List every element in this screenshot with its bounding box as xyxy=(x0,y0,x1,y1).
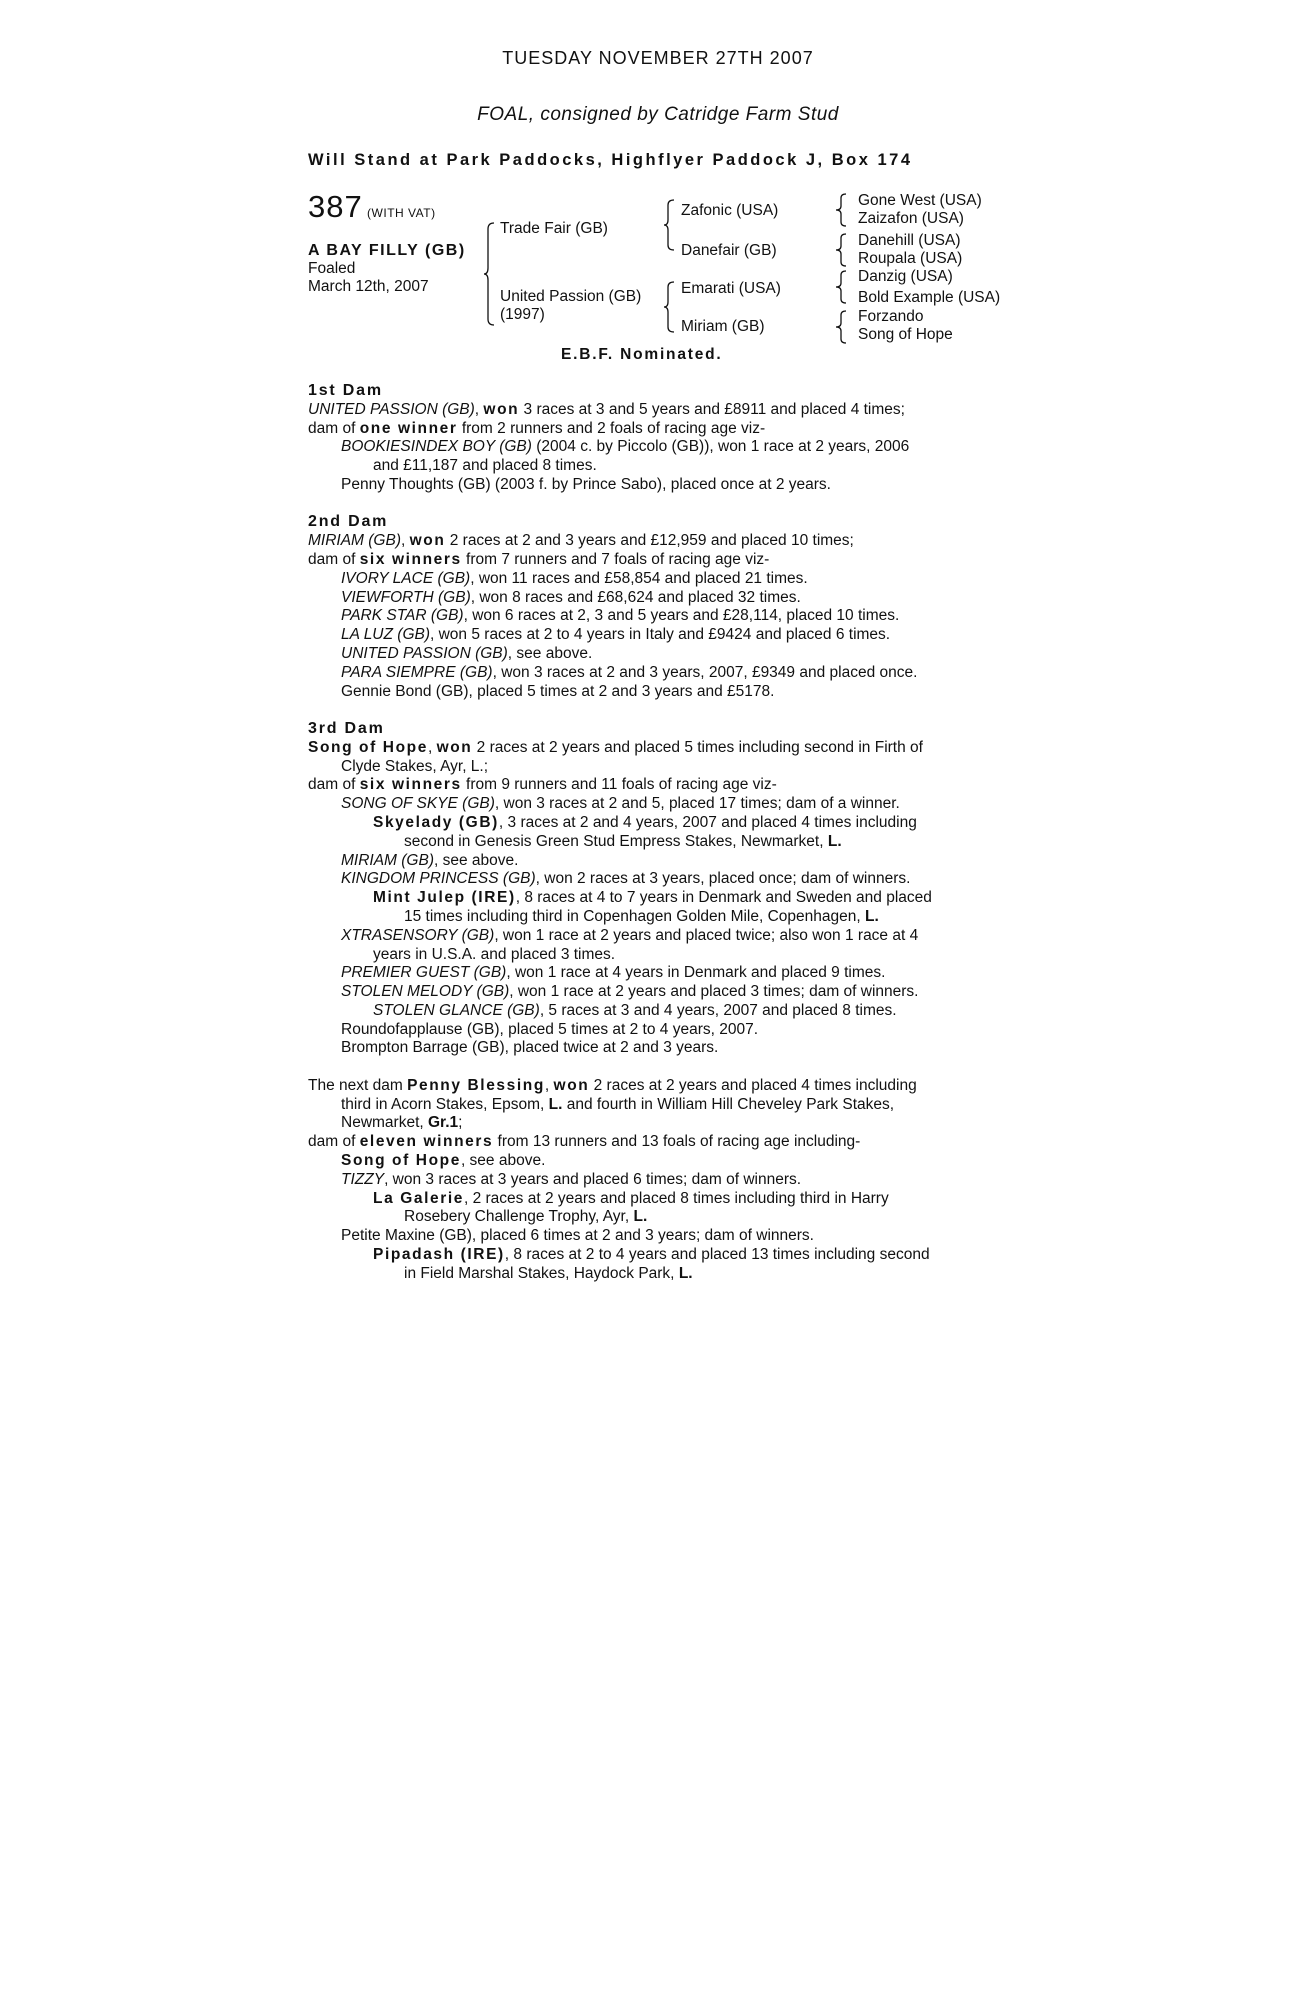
foaled-date: March 12th, 2007 xyxy=(308,278,429,295)
produce-line: Penny Thoughts (GB) (2003 f. by Prince Sabo), placed once at 2 years. xyxy=(341,475,831,493)
pedigree-bracket-dam xyxy=(664,281,676,333)
pedigree-bracket-ggp-4 xyxy=(836,310,848,344)
pedigree-ggp-7: Forzando xyxy=(858,308,924,325)
produce-line-cont: years in U.S.A. and placed 3 times. xyxy=(373,945,616,963)
section-title: 1st Dam xyxy=(308,382,383,399)
pedigree-bracket-ggp-1 xyxy=(836,193,848,227)
pedigree-ggp-6: Bold Example (USA) xyxy=(858,289,1001,306)
dam-produce-summary: dam of six winners from 7 runners and 7 foals of racing age viz- xyxy=(308,550,770,568)
dam-line: Song of Hope, won 2 races at 2 years and placed 5 times including second in Firth of xyxy=(308,738,923,756)
third-dam-section xyxy=(308,720,1028,1058)
stand-location: Will Stand at Park Paddocks, Highflyer Paddock J, Box 174 xyxy=(308,151,913,169)
section-title: 2nd Dam xyxy=(308,513,389,531)
produce-line-cont: Rosebery Challenge Trophy, Ayr, L. xyxy=(404,1208,648,1226)
pedigree-sire-sire: Zafonic (USA) xyxy=(681,202,779,219)
pedigree-ggp-3: Danehill (USA) xyxy=(858,232,961,249)
pedigree-ggp-4: Roupala (USA) xyxy=(858,250,963,267)
produce-line: XTRASENSORY (GB), won 1 race at 2 years and placed twice; also won 1 race at 4 xyxy=(341,926,919,944)
pedigree-bracket-main xyxy=(484,222,496,326)
foaled-label: Foaled xyxy=(308,260,356,277)
pedigree-ggp-5: Danzig (USA) xyxy=(858,268,953,285)
produce-line: Skyelady (GB), 3 races at 2 and 4 years, 2007 and placed 4 times including xyxy=(373,813,917,831)
produce-line: STOLEN GLANCE (GB), 5 races at 3 and 4 years, 2007 and placed 8 times. xyxy=(373,1001,897,1019)
pedigree-dam-dam: Miriam (GB) xyxy=(681,318,765,335)
dam-line-cont: third in Acorn Stakes, Epsom, L. and fourth in William Hill Cheveley Park Stakes, xyxy=(341,1095,895,1113)
produce-line-cont: and £11,187 and placed 8 times. xyxy=(373,457,597,475)
produce-line: SONG OF SKYE (GB), won 3 races at 2 and 5, placed 17 times; dam of a winner. xyxy=(341,795,900,813)
produce-line: TIZZY, won 3 races at 3 years and placed 6 times; dam of winners. xyxy=(341,1170,802,1188)
produce-line: La Galerie, 2 races at 2 years and placed 8 times including third in Harry xyxy=(373,1189,889,1207)
dam-line-cont: Clyde Stakes, Ayr, L.; xyxy=(341,757,489,775)
produce-line-cont: 15 times including third in Copenhagen Golden Mile, Copenhagen, L. xyxy=(404,907,879,925)
pedigree-dam-sire: Emarati (USA) xyxy=(681,280,781,297)
produce-line: KINGDOM PRINCESS (GB), won 2 races at 3 years, placed once; dam of winners. xyxy=(341,870,911,888)
dam-line: MIRIAM (GB), won 2 races at 2 and 3 years and £12,959 and placed 10 times; xyxy=(308,532,854,550)
pedigree-dam: United Passion (GB) xyxy=(500,288,642,305)
produce-line: Pipadash (IRE), 8 races at 2 to 4 years and placed 13 times including second xyxy=(373,1246,930,1264)
produce-line: Brompton Barrage (GB), placed twice at 2 and 3 years. xyxy=(341,1039,719,1057)
dam-produce-summary: dam of one winner from 2 runners and 2 foals of racing age viz- xyxy=(308,419,766,437)
produce-line: PARA SIEMPRE (GB), won 3 races at 2 and 3 years, 2007, £9349 and placed once. xyxy=(341,663,918,681)
ebf-nominated: E.B.F. Nominated. xyxy=(561,346,723,363)
pedigree-ggp-8: Song of Hope xyxy=(858,326,953,343)
pedigree-sire: Trade Fair (GB) xyxy=(500,220,608,237)
produce-line: Roundofapplause (GB), placed 5 times at 2 to 4 years, 2007. xyxy=(341,1020,759,1038)
lot-number: 387 xyxy=(308,189,363,224)
produce-line: Mint Julep (IRE), 8 races at 4 to 7 years in Denmark and Sweden and placed xyxy=(373,889,932,907)
produce-line: PARK STAR (GB), won 6 races at 2, 3 and 5 years and £28,114, placed 10 times. xyxy=(341,607,900,625)
pedigree-ggp-1: Gone West (USA) xyxy=(858,192,982,209)
produce-line-cont: in Field Marshal Stakes, Haydock Park, L. xyxy=(404,1264,693,1282)
dam-line: UNITED PASSION (GB), won 3 races at 3 and 5 years and £8911 and placed 4 times; xyxy=(308,400,905,418)
produce-line: VIEWFORTH (GB), won 8 races and £68,624 and placed 32 times. xyxy=(341,588,801,606)
produce-line: IVORY LACE (GB), won 11 races and £58,854 and placed 21 times. xyxy=(341,569,808,587)
second-dam-section xyxy=(308,513,1028,701)
pedigree-bracket-ggp-2 xyxy=(836,233,848,267)
next-dam-section xyxy=(308,1077,1028,1284)
produce-line: PREMIER GUEST (GB), won 1 race at 4 years in Denmark and placed 9 times. xyxy=(341,964,886,982)
produce-line: STOLEN MELODY (GB), won 1 race at 2 years and placed 3 times; dam of winners. xyxy=(341,983,919,1001)
dam-line-cont: Newmarket, Gr.1; xyxy=(341,1114,463,1132)
section-title: 3rd Dam xyxy=(308,719,385,737)
produce-line: LA LUZ (GB), won 5 races at 2 to 4 years in Italy and £9424 and placed 6 times. xyxy=(341,626,891,644)
first-dam-section xyxy=(308,382,1028,495)
lot-heading xyxy=(308,190,436,230)
produce-line: Petite Maxine (GB), placed 6 times at 2 and 3 years; dam of winners. xyxy=(341,1227,814,1245)
vat-note: (WITH VAT) xyxy=(367,206,436,220)
dam-produce-summary: dam of six winners from 9 runners and 11 foals of racing age viz- xyxy=(308,776,777,794)
consignment-line: FOAL, consigned by Catridge Farm Stud xyxy=(477,104,839,125)
pedigree-bracket-sire xyxy=(664,199,676,251)
dam-produce-summary: dam of eleven winners from 13 runners and 13 foals of racing age including- xyxy=(308,1133,861,1151)
pedigree-ggp-2: Zaizafon (USA) xyxy=(858,210,964,227)
produce-line-cont: second in Genesis Green Stud Empress Stakes, Newmarket, L. xyxy=(404,832,842,850)
produce-line: Gennie Bond (GB), placed 5 times at 2 and 3 years and £5178. xyxy=(341,682,775,700)
lot-title: A BAY FILLY (GB) xyxy=(308,242,466,259)
pedigree-dam-year: (1997) xyxy=(500,306,545,323)
dam-line: The next dam Penny Blessing, won 2 races at 2 years and placed 4 times including xyxy=(308,1076,917,1094)
produce-line: UNITED PASSION (GB), see above. xyxy=(341,644,593,662)
produce-record xyxy=(308,382,1028,1302)
produce-line: MIRIAM (GB), see above. xyxy=(341,851,519,869)
pedigree-sire-dam: Danefair (GB) xyxy=(681,242,777,259)
pedigree-bracket-ggp-3 xyxy=(836,270,848,304)
sale-date: TUESDAY NOVEMBER 27TH 2007 xyxy=(502,48,814,68)
produce-line: Song of Hope, see above. xyxy=(341,1152,546,1170)
produce-line: BOOKIESINDEX BOY (GB) (2004 c. by Piccolo (GB)), won 1 race at 2 years, 2006 xyxy=(341,438,910,456)
